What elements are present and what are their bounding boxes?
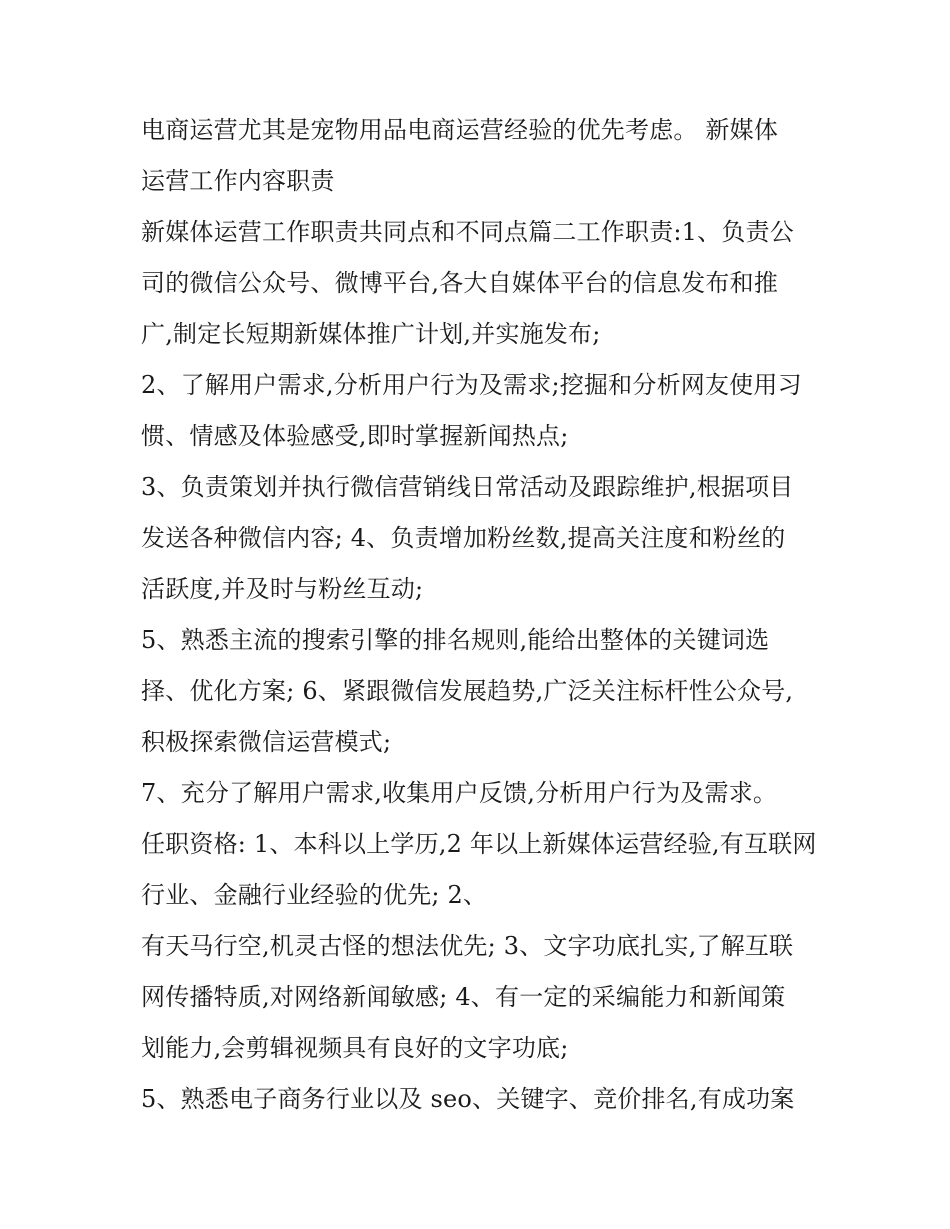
text-line: 司的微信公众号、微博平台,各大自媒体平台的信息发布和推	[141, 269, 779, 297]
text-line: 网传播特质,对网络新闻敏感; 4、有一定的采编能力和新闻策	[141, 983, 786, 1011]
text-line: 3、负责策划并执行微信营销线日常活动及跟踪维护,根据项目	[141, 473, 794, 501]
text-line: 2、了解用户需求,分析用户行为及需求;挖掘和分析网友使用习	[141, 371, 802, 399]
text-line: 积极探索微信运营模式;	[141, 728, 392, 756]
text-line: 7、充分了解用户需求,收集用户反馈,分析用户行为及需求。	[141, 779, 778, 807]
text-line: 运营工作内容职责	[141, 167, 335, 195]
text-line: 广,制定长短期新媒体推广计划,并实施发布;	[141, 320, 601, 348]
text-line: 有天马行空,机灵古怪的想法优先; 3、文字功底扎实,了解互联	[141, 932, 794, 960]
text-line: 划能力,会剪辑视频具有良好的文字功底;	[141, 1034, 569, 1062]
text-line: 电商运营尤其是宠物用品电商运营经验的优先考虑。 新媒体	[141, 116, 779, 144]
text-line: 行业、金融行业经验的优先; 2、	[141, 881, 488, 909]
document-body	[141, 105, 821, 1125]
text-line: 惯、情感及体验感受,即时掌握新闻热点;	[141, 422, 569, 450]
text-line: 5、熟悉电子商务行业以及 seo、关键字、竞价排名,有成功案	[141, 1085, 795, 1113]
text-line: 择、优化方案; 6、紧跟微信发展趋势,广泛关注标杆性公众号,	[141, 677, 794, 705]
text-line: 发送各种微信内容; 4、负责增加粉丝数,提高关注度和粉丝的	[141, 524, 786, 552]
text-line: 任职资格: 1、本科以上学历,2 年以上新媒体运营经验,有互联网	[141, 830, 817, 858]
text-line: 5、熟悉主流的搜索引擎的排名规则,能给出整体的关键词选	[141, 626, 770, 654]
text-line: 活跃度,并及时与粉丝互动;	[141, 575, 424, 603]
text-line: 新媒体运营工作职责共同点和不同点篇二工作职责:1、负责公	[141, 218, 794, 246]
